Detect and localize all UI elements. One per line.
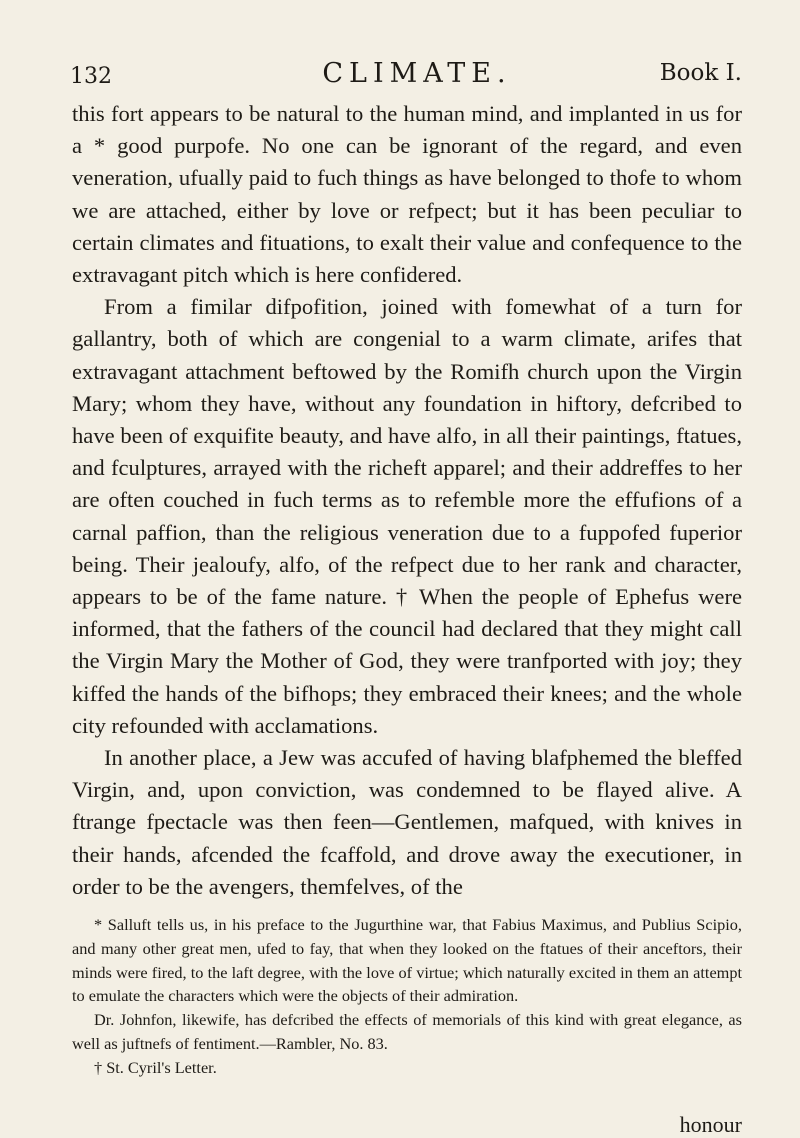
body-text (72, 98, 742, 903)
page-number: 132 (70, 64, 112, 89)
running-head: CLIMATE. (322, 58, 512, 89)
footnotes (72, 913, 742, 1080)
body-paragraph: In another place, a Jew was accufed of having blafphemed the bleffed Virgin, and, upon conviction, was condemned to be flayed alive. A ftrange fpectacle was then feen—Gentlemen, mafqued, with knives in their hands, afcended the fcaffold, and drove away the executioner, in order to be the avengers, themfelves, of the (72, 745, 742, 899)
footnote: * Salluft tells us, in his preface to the Jugurthine war, that Fabius Maximus, and Publius Scipio, and many other great men, ufed to fay, that when they looked on the ftatues of their anceftors, their minds were fired, to the laft degree, with the love of virtue; which naturally excited in them an attempt to emulate the characters which were the objects of their admiration. (72, 915, 742, 1006)
book-label: Book I. (659, 60, 742, 86)
book-page (70, 52, 742, 1137)
footnote: Dr. Johnfon, likewife, has defcribed the effects of memorials of this kind with great elegance, as well as juftnefs of fentiment.—Rambler, No. 83. (72, 1010, 742, 1054)
footnote: † St. Cyril's Letter. (94, 1057, 217, 1077)
body-paragraph: From a fimilar difpofition, joined with fomewhat of a turn for gallantry, both of which are congenial to a warm climate, arifes that extravagant attachment beftowed by the Romifh church upon the Virgin Mary; whom they have, without any foundation in hiftory, defcribed to have been of exquifite beauty, and have alfo, in all their paintings, ftatues, and fculptures, arrayed with the richeft apparel; and their addreffes to her are often couched in fuch terms as to refemble more the effufions of a carnal paffion, than the religious veneration due to a fuppofed fuperior being. Their jealoufy, alfo, of the refpect due to her rank and character, appears to be of the fame nature. † When the people of Ephefus were informed, that the fathers of the council had declared that they might call the Virgin Mary the Mother of God, they were tranfported with joy; they kiffed the hands of the bifhops; they embraced their knees; and the whole city refounded with acclamations. (72, 294, 742, 738)
page-header (72, 52, 742, 92)
body-paragraph: this fort appears to be natural to the human mind, and implanted in us for a * good purpofe. No one can be ignorant of the regard, and even veneration, ufually paid to fuch things as have belonged to thofe to whom we are attached, either by love or refpect; but it has been peculiar to certain climates and fituations, to exalt their value and confequence to the extravagant pitch which is here confidered. (72, 101, 742, 288)
catchword: honour (679, 1112, 742, 1137)
